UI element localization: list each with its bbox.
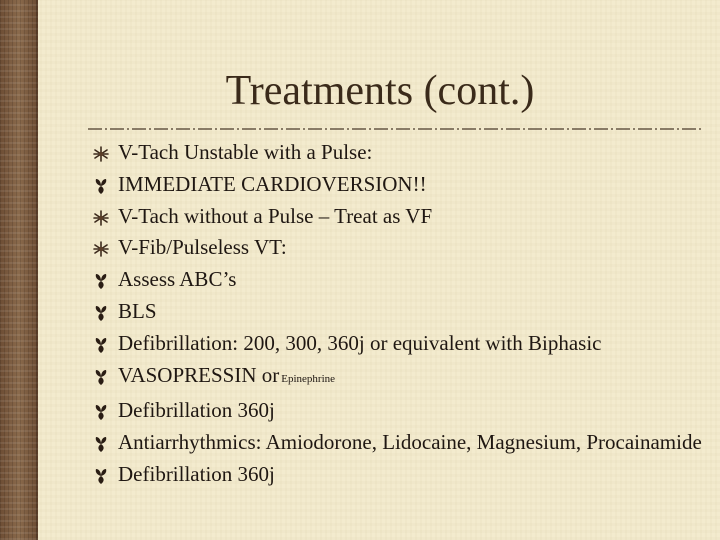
- bullet-text: Defibrillation 360j: [118, 398, 275, 423]
- bullet-item: [88, 362, 708, 390]
- bullet-item: [88, 330, 708, 355]
- bullet-list: [88, 142, 708, 496]
- diamond-bullet-icon: [92, 467, 110, 485]
- bullet-item: [88, 269, 708, 290]
- bullet-text: Defibrillation 360j: [118, 461, 275, 486]
- bullet-text: V-Tach without a Pulse – Treat as VF: [118, 203, 433, 228]
- bullet-item: [88, 171, 708, 196]
- bullet-text: BLS: [118, 298, 157, 323]
- diamond-bullet-icon: [92, 272, 110, 290]
- bullet-text: V-Tach Unstable with a Pulse:: [118, 140, 373, 164]
- diamond-bullet-icon: [92, 336, 110, 354]
- bullet-text: Assess ABC’s: [118, 267, 237, 292]
- bullet-item: [88, 237, 708, 258]
- bullet-item: [88, 432, 708, 453]
- asterisk-icon: [92, 145, 110, 163]
- title-divider: [88, 127, 702, 131]
- decorative-side-strip: [0, 0, 38, 540]
- diamond-bullet-icon: [92, 368, 110, 386]
- slide-title: Treatments (cont.): [225, 68, 535, 114]
- asterisk-icon: [92, 240, 110, 258]
- bullet-item: [88, 203, 708, 228]
- diamond-bullet-icon: [92, 177, 110, 195]
- bullet-text: Defibrillation: 200, 300, 360j or equivalent with Biphasic: [118, 330, 602, 355]
- asterisk-icon: [92, 209, 110, 227]
- diamond-bullet-icon: [92, 435, 110, 453]
- bullet-small-text: Epinephrine: [281, 372, 336, 385]
- bullet-text: Antiarrhythmics: Amiodorone, Lidocaine, Magnesium, Procainamide: [118, 430, 702, 455]
- bullet-text: VASOPRESSIN or: [118, 362, 280, 387]
- bullet-text: V-Fib/Pulseless VT:: [118, 235, 287, 260]
- bullet-item: [88, 142, 708, 163]
- bullet-text: IMMEDIATE CARDIOVERSION!!: [118, 171, 427, 196]
- diamond-bullet-icon: [92, 304, 110, 322]
- bullet-item: [88, 400, 708, 421]
- diamond-bullet-icon: [92, 403, 110, 421]
- bullet-item: [88, 298, 708, 323]
- bullet-item: [88, 461, 708, 486]
